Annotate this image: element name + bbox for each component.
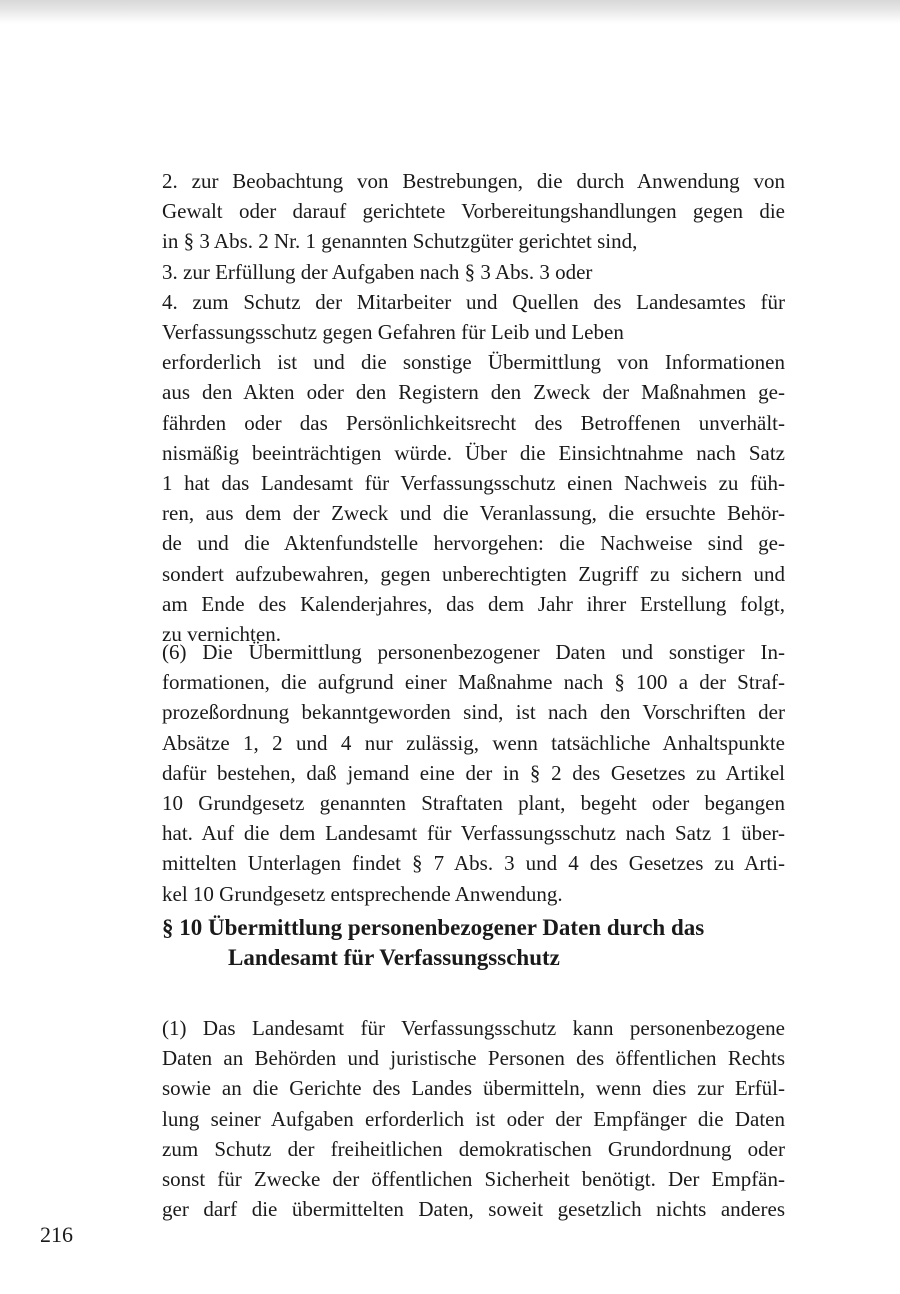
text-line: mittelten Unterlagen findet § 7 Abs. 3 und 4 des Gesetzes zu Arti- xyxy=(162,851,785,876)
section-heading-line: § 10 Übermittlung personenbezogener Daten durch das xyxy=(162,915,705,940)
text-line: kel 10 Grundgesetz entsprechende Anwendung. xyxy=(162,881,563,906)
text-line: Absätze 1, 2 und 4 nur zulässig, wenn tatsächliche Anhaltspunkte xyxy=(162,730,785,755)
text-line: lung seiner Aufgaben erforderlich ist oder der Empfänger die Daten xyxy=(162,1106,785,1131)
text-line: 1 hat das Landesamt für Verfassungsschutz einen Nachweis zu füh- xyxy=(162,471,785,496)
paragraph-continuation xyxy=(162,166,785,649)
text-line: sondert aufzubewahren, gegen unberechtigten Zugriff zu sichern und xyxy=(162,561,785,586)
text-line: sowie an die Gerichte des Landes übermitteln, wenn dies zur Erfül- xyxy=(162,1076,785,1101)
text-line: fährden oder das Persönlichkeitsrecht des Betroffenen unverhält- xyxy=(162,410,785,435)
section-heading-line: Landesamt für Verfassungsschutz xyxy=(228,945,560,970)
text-line: de und die Aktenfundstelle hervorgehen: die Nachweise sind ge- xyxy=(162,531,785,556)
text-line: formationen, die aufgrund einer Maßnahme nach § 100 a der Straf- xyxy=(162,670,785,695)
text-line: dafür bestehen, daß jemand eine der in § 2 des Gesetzes zu Artikel xyxy=(162,760,785,785)
text-line: aus den Akten oder den Registern den Zweck der Maßnahmen ge- xyxy=(162,380,785,405)
text-line: 2. zur Beobachtung von Bestrebungen, die durch Anwendung von xyxy=(162,169,785,193)
text-line: in § 3 Abs. 2 Nr. 1 genannten Schutzgüter gerichtet sind, xyxy=(162,229,638,254)
text-line: sonst für Zwecke der öffentlichen Sicherheit benötigt. Der Empfän- xyxy=(162,1167,785,1192)
text-line: Daten an Behörden und juristische Personen des öffentlichen Rechts xyxy=(162,1046,785,1071)
page-number: 216 xyxy=(40,1222,73,1247)
paragraph-6 xyxy=(162,637,785,909)
text-line: Verfassungsschutz gegen Gefahren für Leib und Leben xyxy=(162,320,624,345)
text-line: ren, aus dem der Zweck und die Veranlassung, die ersuchte Behör- xyxy=(162,501,785,526)
text-line: (1) Das Landesamt für Verfassungsschutz kann personenbezogene xyxy=(162,1016,785,1040)
text-line: 4. zum Schutz der Mitarbeiter und Quellen des Landesamtes für xyxy=(162,289,785,314)
text-line: 3. zur Erfüllung der Aufgaben nach § 3 Abs. 3 oder xyxy=(162,259,593,284)
text-line: hat. Auf die dem Landesamt für Verfassungsschutz nach Satz 1 über- xyxy=(162,821,785,846)
text-line: am Ende des Kalenderjahres, das dem Jahr ihrer Erstellung folgt, xyxy=(162,591,785,616)
text-line: Gewalt oder darauf gerichtete Vorbereitungshandlungen gegen die xyxy=(162,199,785,224)
text-line: zum Schutz der freiheitlichen demokratischen Grundordnung oder xyxy=(162,1136,785,1161)
section-heading xyxy=(162,913,792,973)
text-line: zu vernichten. xyxy=(162,622,281,647)
text-line: erforderlich ist und die sonstige Übermittlung von Informationen xyxy=(162,350,785,375)
text-line: nismäßig beeinträchtigen würde. Über die Einsichtnahme nach Satz xyxy=(162,440,785,465)
paragraph-1 xyxy=(162,1013,785,1224)
text-line: prozeßordnung bekanntgeworden sind, ist nach den Vorschriften der xyxy=(162,700,785,725)
text-line: ger darf die übermittelten Daten, soweit gesetzlich nichts anderes xyxy=(162,1197,785,1222)
scan-edge-shadow xyxy=(0,0,900,24)
text-line: 10 Grundgesetz genannten Straftaten plant, begeht oder begangen xyxy=(162,791,785,816)
text-line: (6) Die Übermittlung personenbezogener Daten und sonstiger In- xyxy=(162,640,785,664)
